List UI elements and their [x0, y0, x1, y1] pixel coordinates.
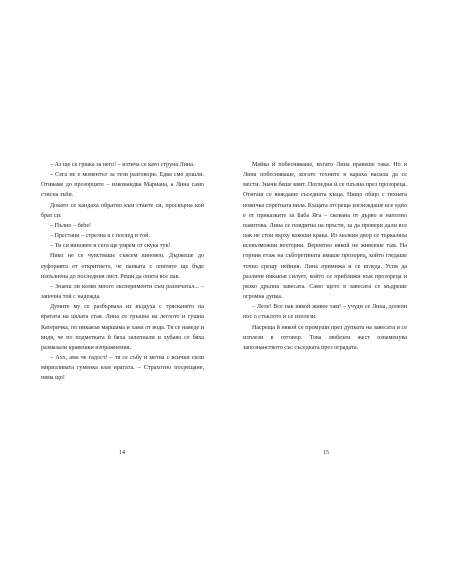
- paragraph: – Ахх, ама че гадост! – тя се събу и метна с всички сили миризливата гуменка към вратата. – Страхотно посрещане, няма що!: [41, 354, 204, 382]
- paragraph: – Аз ще се грижа за него! – изтича се като струна Лина.: [50, 162, 195, 168]
- right-page-text: [243, 160, 407, 353]
- paragraph: Насреща й някой се промуши през дупката на завесата и се изплези в отговор. Това любезен жест ознаменува запознанството със съседката през оградата.: [243, 324, 407, 351]
- right-page: [226, 0, 452, 584]
- page-number: 14: [119, 450, 125, 456]
- paragraph: Думите му се разбърваха из въздуха с тряскането на вратата на цялата стая. Лина се тръшна на леглото и гушна Катеричка, по никакъв маршама и хама от вода. Тя се наведе и видя, че по подметката й бяха залепнали и хубаво се бяха размазали кравешки изпражнения.: [41, 304, 204, 351]
- paragraph: – Пълно – беbe!: [50, 222, 92, 229]
- paragraph: Докато се кандаха обратно към стаите си, проскърна кой брат си:: [41, 202, 204, 219]
- paragraph: – Ти си виновен и сега ще умрем от скука тук!: [50, 243, 171, 250]
- paragraph: – Леле! Все пак някой живее там! – учуди се Лина, долепи нос о стъклото и се изплези.: [243, 304, 407, 321]
- paragraph: – Знаеш ли колко много експерименти съм разпечатал... – започна той с надежда.: [41, 283, 204, 301]
- page-number: 15: [323, 450, 329, 456]
- left-page-text: [41, 160, 204, 383]
- paragraph: – Сега не е моментът за тези разговори. Едва сме дошли. Отиваме до прозорците – изкомандва Мариана, а Лина само стисна зъби.: [41, 172, 204, 199]
- paragraph: Майка й побесняваше, когато Лина правеше така. Но и Лина побесняваше, когато техните я караха насила да се мести. Значи беше квит. Погледна й се плъзна през прозореца. Отиташ се виждаше съседната къща. Нищо общо с тяхната новичка спретната вила. Къщата отсреща изглеждаше все едно е от приказките за Баба Яга – скована от дърво и наполно паянтова. Лина се повдигна на пръсти, за да провери дали все пак не стои върху кокоши крака. Из малкия двор се търкаляха всевъзможни вехтории. Вероятно някой не живееше там. На горния етаж на съборетината имаше прозорец, който гледаше точно срещу нейния. Лина примижа и се вгледа. Успя да различи някакъв силует, който се приближи към прозореца и рязко дръпна завесата. Само щето в завесата се мъдреше огромна дупка.: [243, 162, 407, 301]
- paragraph: – Престани – стрелна я с поглед и той.: [50, 233, 150, 240]
- paragraph: Нико не се чувстваше съвсем виновен. Държеше до еуфорията от откритието, че папката с опитите ще бъде изпълнена до последния лист. Реши да опита все пак.: [41, 253, 204, 280]
